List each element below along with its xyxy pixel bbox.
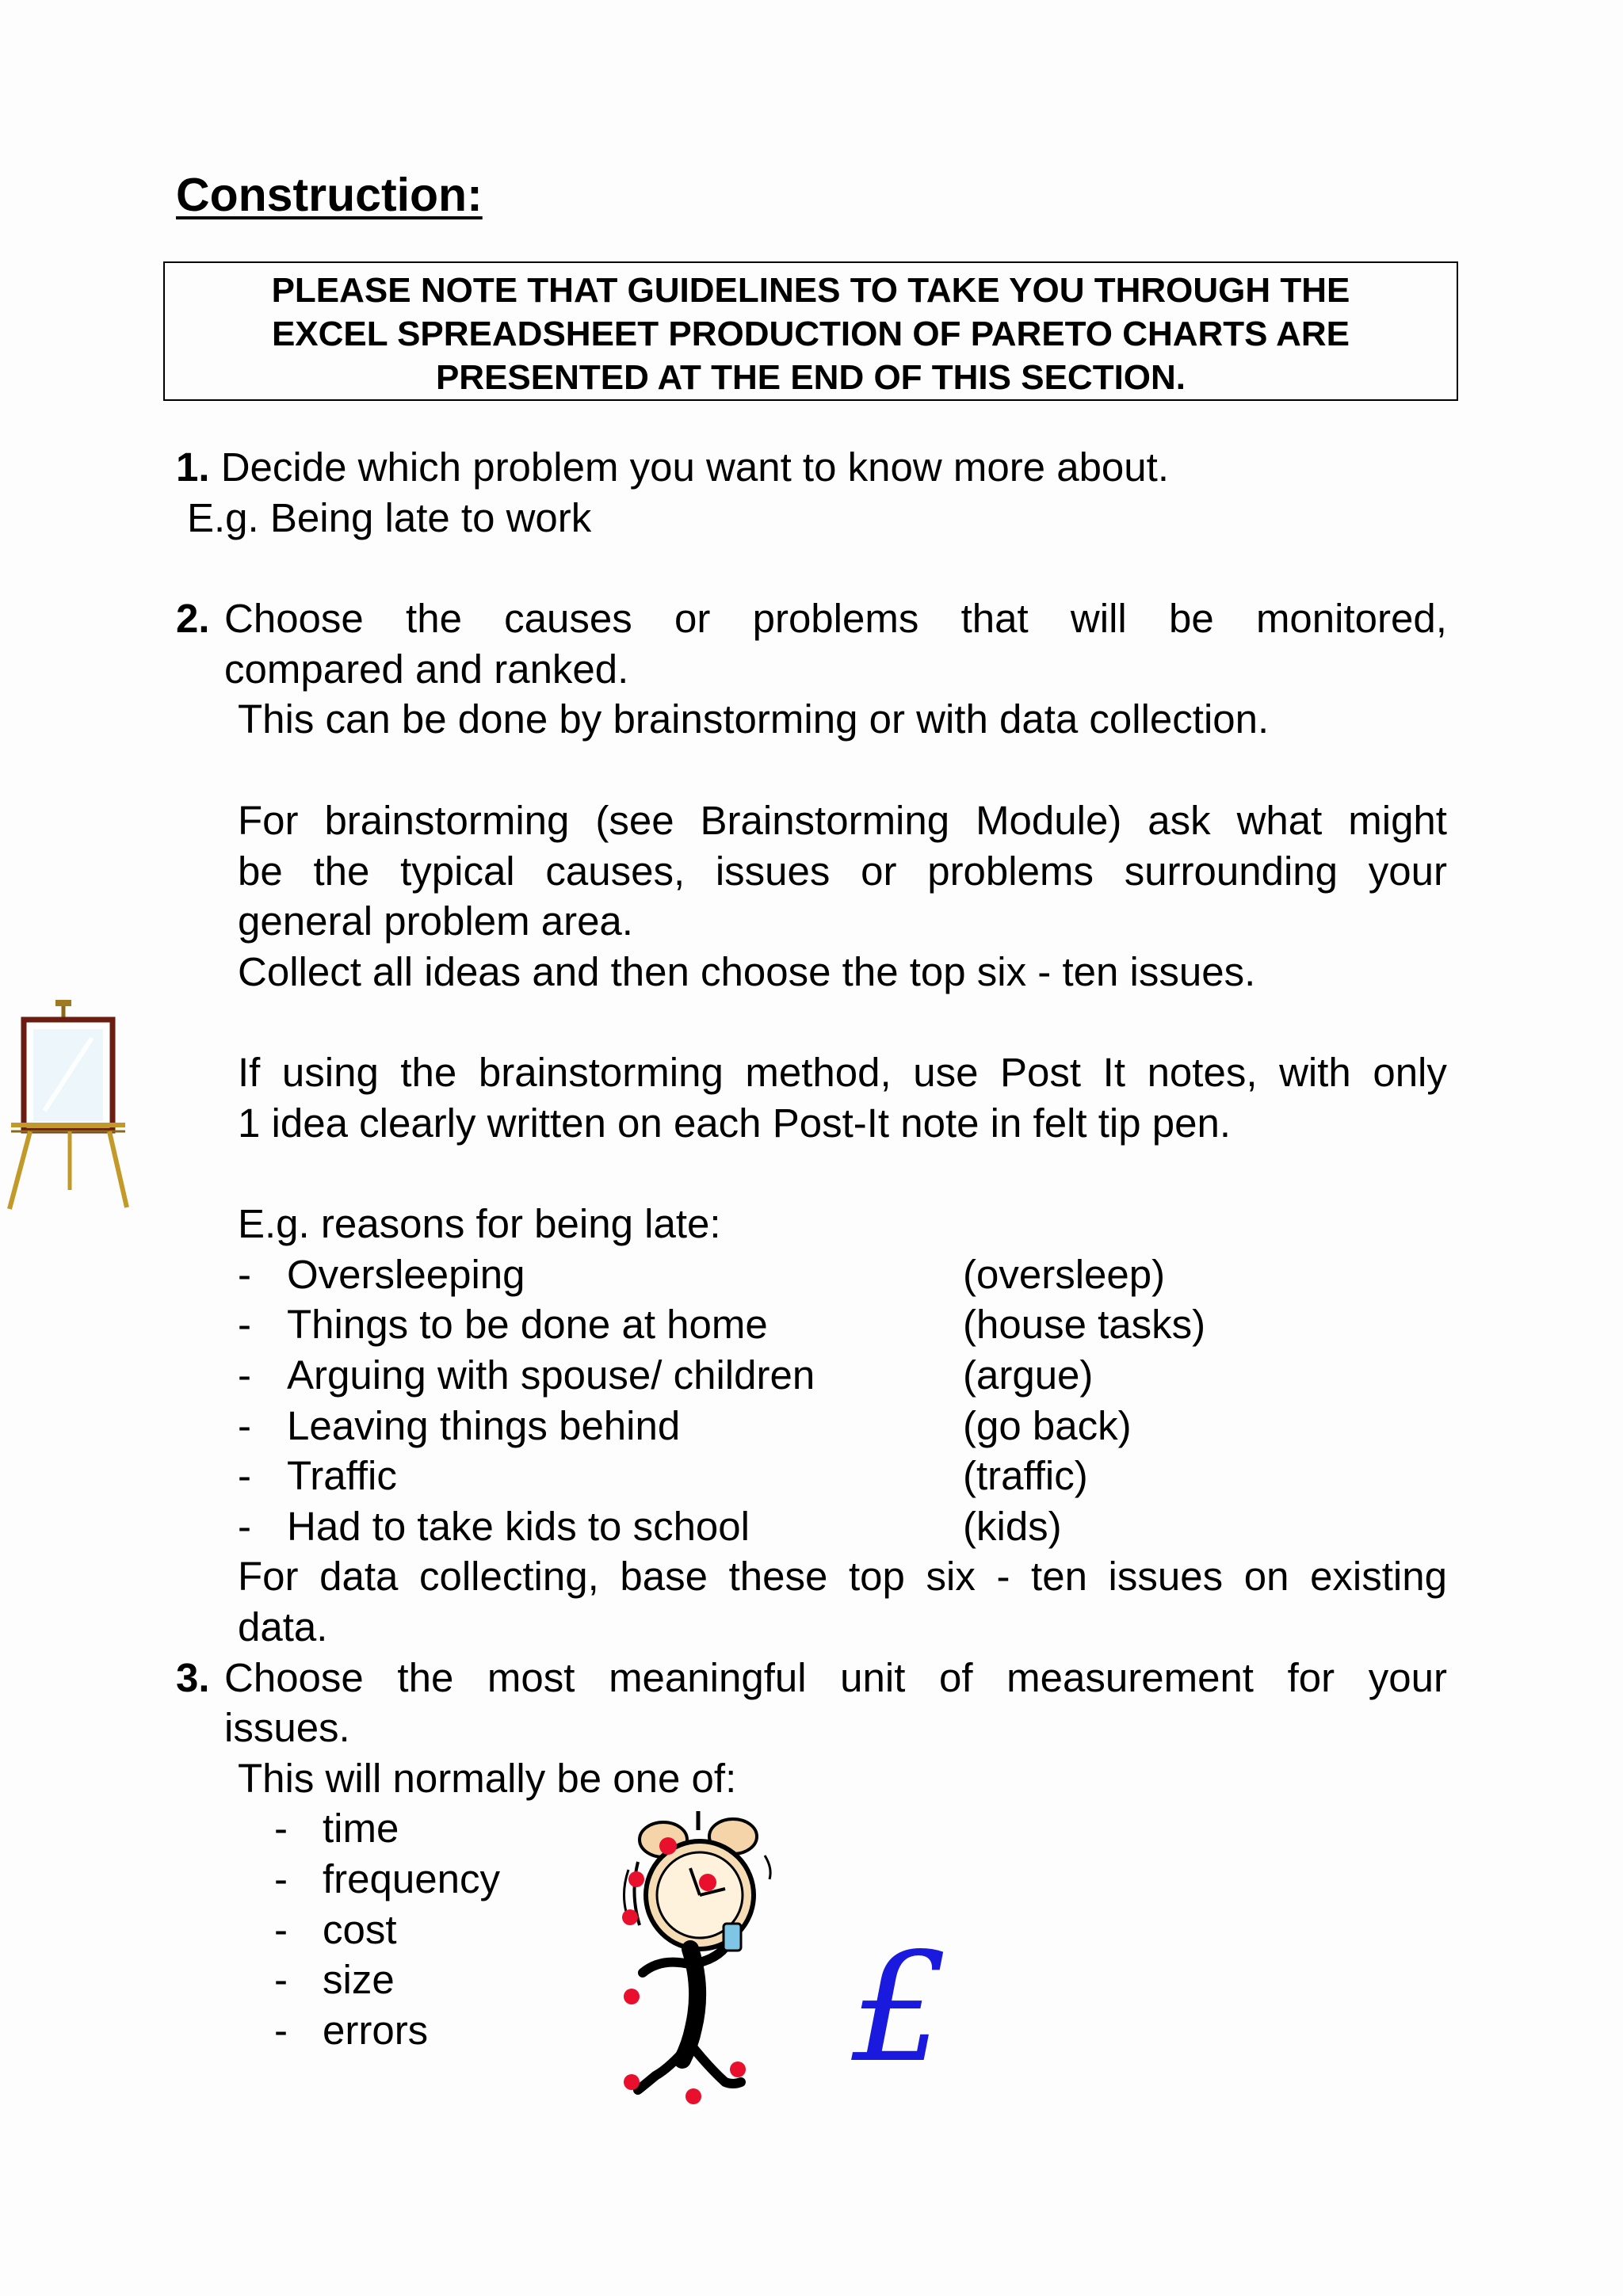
- word: problems: [752, 596, 919, 641]
- reasons-intro: E.g. reasons for being late:: [238, 1201, 721, 1246]
- word: your: [1368, 1655, 1447, 1700]
- reason-short: (traffic): [963, 1453, 1088, 1498]
- reason-text: Oversleeping: [287, 1252, 525, 1297]
- word: ask: [1148, 798, 1211, 843]
- reason-dash: -: [238, 1252, 251, 1297]
- word: of: [939, 1655, 973, 1700]
- word: might: [1348, 798, 1447, 843]
- brainstorm-line-4: Collect all ideas and then choose the top six - ten issues.: [238, 949, 1256, 994]
- unit-label: size: [323, 1957, 395, 2002]
- word: -: [996, 1554, 1010, 1599]
- data-line-2: data.: [238, 1604, 328, 1650]
- word: these: [728, 1554, 828, 1599]
- word: Post: [1000, 1050, 1082, 1095]
- brainstorm-line-1: [238, 797, 1447, 844]
- word: brainstorming: [478, 1050, 724, 1095]
- word: causes: [504, 596, 632, 641]
- word: the: [397, 1655, 454, 1700]
- reason-dash: -: [238, 1453, 251, 1498]
- word: most: [487, 1655, 575, 1700]
- word: top: [848, 1554, 905, 1599]
- step-3-line-3: This will normally be one of:: [238, 1756, 737, 1801]
- word: meaningful: [609, 1655, 807, 1700]
- step-1-example: E.g. Being late to work: [187, 495, 592, 540]
- step-1-number: 1.: [176, 444, 210, 490]
- word: or: [861, 849, 897, 894]
- step-2-number: 2.: [176, 596, 210, 641]
- step-3-number: 3.: [176, 1655, 210, 1700]
- reason-short: (go back): [963, 1403, 1132, 1448]
- word: your: [1368, 849, 1447, 894]
- note-line-3: PRESENTED AT THE END OF THIS SECTION.: [435, 358, 1186, 397]
- word: monitored,: [1255, 596, 1447, 641]
- step-3-line-2: issues.: [224, 1705, 350, 1750]
- brainstorm-line-3: general problem area.: [238, 898, 633, 944]
- word: that: [960, 596, 1029, 641]
- word: on: [1243, 1554, 1289, 1599]
- reason-short: (argue): [963, 1352, 1094, 1398]
- word: six: [926, 1554, 976, 1599]
- reason-short: (oversleep): [963, 1252, 1166, 1297]
- reason-dash: -: [238, 1302, 251, 1347]
- word: base: [620, 1554, 708, 1599]
- reason-dash: -: [238, 1504, 251, 1549]
- word: If: [238, 1050, 261, 1095]
- postit-line-2: 1 idea clearly written on each Post-It note in felt tip pen.: [238, 1100, 1232, 1146]
- word: For: [238, 1554, 299, 1599]
- reason-text: Had to take kids to school: [287, 1504, 750, 1549]
- word: problems: [927, 849, 1094, 894]
- brainstorm-line-2: [238, 848, 1447, 894]
- word: the: [313, 849, 370, 894]
- word: issues: [1108, 1554, 1224, 1599]
- word: Choose: [224, 596, 364, 641]
- word: It: [1102, 1050, 1125, 1095]
- word: what: [1236, 798, 1323, 843]
- reason-text: Leaving things behind: [287, 1403, 681, 1448]
- reason-text: Things to be done at home: [287, 1302, 768, 1347]
- word: or: [674, 596, 711, 641]
- step-2-line-1: [224, 595, 1447, 642]
- reason-text: Arguing with spouse/ children: [287, 1352, 815, 1398]
- word: Choose: [224, 1655, 364, 1700]
- unit-label: frequency: [323, 1856, 500, 1901]
- word: the: [400, 1050, 457, 1095]
- unit-dash: -: [274, 1806, 288, 1851]
- step-1: [176, 444, 1169, 490]
- word: for: [1287, 1655, 1335, 1700]
- section-heading: Construction:: [176, 169, 483, 221]
- unit-label: errors: [323, 2008, 429, 2053]
- note-line-1: PLEASE NOTE THAT GUIDELINES TO TAKE YOU THROUGH THE: [271, 271, 1350, 310]
- word: the: [406, 596, 462, 641]
- word: ten: [1031, 1554, 1087, 1599]
- pound-sign-icon: £: [852, 1920, 948, 2096]
- word: issues: [715, 849, 831, 894]
- step-2-line-3: This can be done by brainstorming or with data collection.: [238, 696, 1270, 742]
- easel-icon: [6, 1000, 133, 1211]
- word: will: [1070, 596, 1127, 641]
- word: use: [913, 1050, 979, 1095]
- step-2-line-2: compared and ranked.: [224, 646, 629, 692]
- unit-dash: -: [274, 1957, 288, 2002]
- word: existing: [1310, 1554, 1447, 1599]
- word: notes,: [1147, 1050, 1258, 1095]
- word: surrounding: [1124, 849, 1338, 894]
- unit-label: time: [323, 1806, 399, 1851]
- word: (see: [595, 798, 674, 843]
- word: be: [1168, 596, 1214, 641]
- reason-short: (kids): [963, 1504, 1062, 1549]
- unit-dash: -: [274, 1856, 288, 1901]
- unit-dash: -: [274, 1907, 288, 1952]
- word: brainstorming: [324, 798, 570, 843]
- word: Brainstorming: [700, 798, 950, 843]
- word: measurement: [1006, 1655, 1254, 1700]
- note-line-2: EXCEL SPREADSHEET PRODUCTION OF PARETO CHARTS ARE: [271, 315, 1350, 353]
- word: with: [1279, 1050, 1351, 1095]
- word: only: [1373, 1050, 1447, 1095]
- reason-dash: -: [238, 1352, 251, 1398]
- unit-label: cost: [323, 1907, 397, 1952]
- step-1-text: Decide which problem you want to know more about.: [220, 444, 1170, 490]
- data-line-1: [238, 1553, 1447, 1600]
- unit-dash: -: [274, 2008, 288, 2053]
- alarm-clock-character-icon: [614, 1806, 789, 2115]
- step-3-line-1: [224, 1654, 1447, 1701]
- word: data: [319, 1554, 399, 1599]
- word: collecting,: [418, 1554, 599, 1599]
- word: be: [238, 849, 283, 894]
- word: method,: [745, 1050, 892, 1095]
- word: using: [281, 1050, 379, 1095]
- word: typical: [400, 849, 515, 894]
- word: For: [238, 798, 299, 843]
- word: causes,: [545, 849, 685, 894]
- note-box: [163, 261, 1458, 401]
- postit-line-1: [238, 1049, 1447, 1096]
- reason-text: Traffic: [287, 1453, 397, 1498]
- reason-short: (house tasks): [963, 1302, 1206, 1347]
- word: unit: [840, 1655, 906, 1700]
- reason-dash: -: [238, 1403, 251, 1448]
- word: Module): [976, 798, 1122, 843]
